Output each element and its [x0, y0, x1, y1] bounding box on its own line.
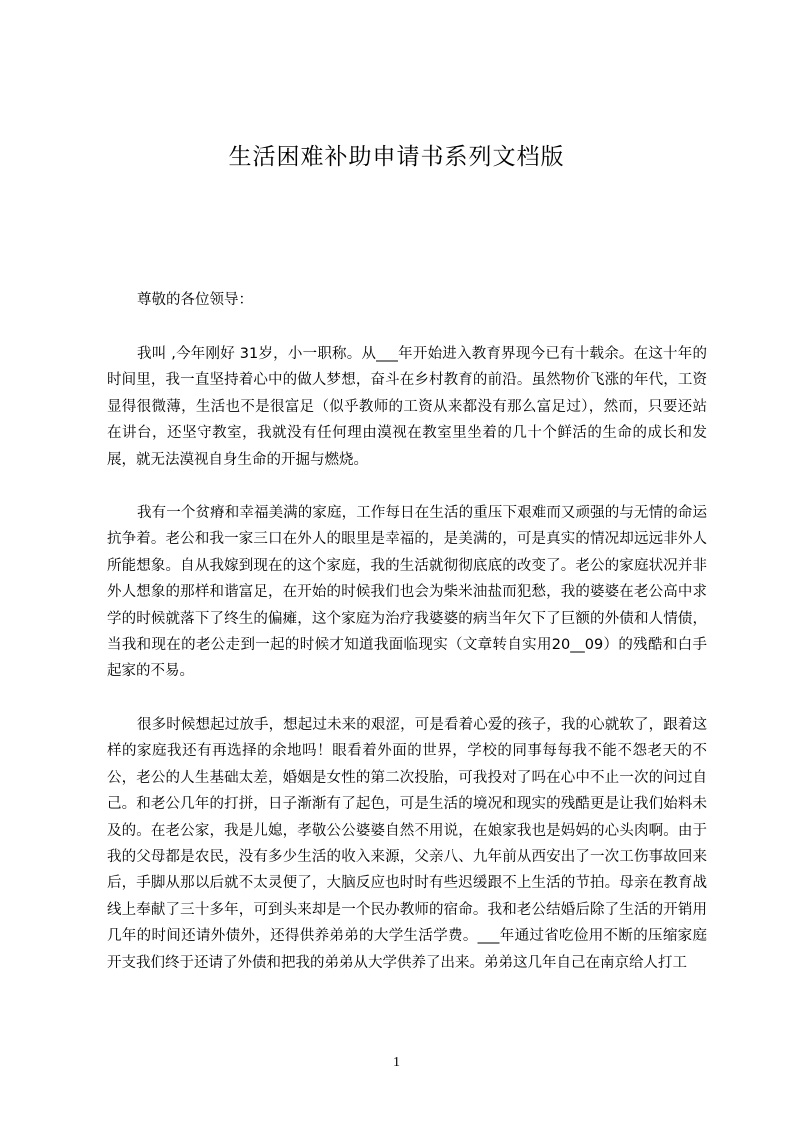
- salutation: 尊敬的各位领导：: [137, 292, 253, 308]
- paragraph-3: 很多时候想起过放手，想起过未来的艰涩，可是看着心爱的孩子，我的心就软了，跟着这样的家庭我还有再选择的余地吗！眼看着外面的世界，学校的同事每每我不能不怨老天的不公，老公的人生基础太差，婚姻是女性的第二次投胎，可我投对了吗在心中不止一次的问过自己。和老公几年的打拼，日子渐渐有了起色，可是生活的境况和现实的残酷更是让我们始料未及的。在老公家，我是儿媳，孝敬公公婆婆自然不用说，在娘家我也是妈妈的心头肉啊。由于我的父母都是农民，没有多少生活的收入来源，父亲八、九年前从西安出了一次工伤事故回来后，手脚从那以后就不太灵便了，大脑反应也时时有些迟缓跟不上生活的节拍。母亲在教育战线上奉献了三十多年，可到头来却是一个民办教师的宿命。我和老公结婚后除了生活的开销用几年的时间还请外债外，还得供养弟弟的大学生活学费。___年通过省吃俭用不断的压缩家庭开支我们终于还请了外债和把我的弟弟从大学供养了出来。弟弟这几年自己在南京给人打工: [107, 717, 707, 971]
- document-title: 生活困难补助申请书系列文档版: [228, 144, 565, 170]
- paragraph-1: 我叫 ,今年刚好 31岁，小一职称。从___年开始进入教育界现今已有十载余。在这十年的时间里，我一直坚持着心中的做人梦想，奋斗在乡村教育的前沿。虽然物价飞涨的年代，工资显得很微薄，生活也不是很富足（似乎教师的工资从来都没有那么富足过），然而，只要还站在讲台，还坚守教室，我就没有任何理由漠视在教室里坐着的几十个鲜活的生命的成长和发展，就无法漠视自身生命的开掘与燃烧。: [107, 346, 707, 468]
- page-number: 1: [393, 1055, 400, 1070]
- paragraph-2: 我有一个贫瘠和幸福美满的家庭，工作每日在生活的重压下艰难而又顽强的与无情的命运抗争着。老公和我一家三口在外人的眼里是幸福的，是美满的，可是真实的情况却远远非外人所能想象。自从我嫁到现在的这个家庭，我的生活就彻彻底底的改变了。老公的家庭状况并非外人想象的那样和谐富足，在开始的时候我们也会为柴米油盐而犯愁，我的婆婆在老公高中求学的时候就落下了终生的偏瘫，这个家庭为治疗我婆婆的病当年欠下了巨额的外债和人情债，当我和现在的老公走到一起的时候才知道我面临现实（文章转自实用20__09）的残酷和白手起家的不易。: [107, 505, 707, 680]
